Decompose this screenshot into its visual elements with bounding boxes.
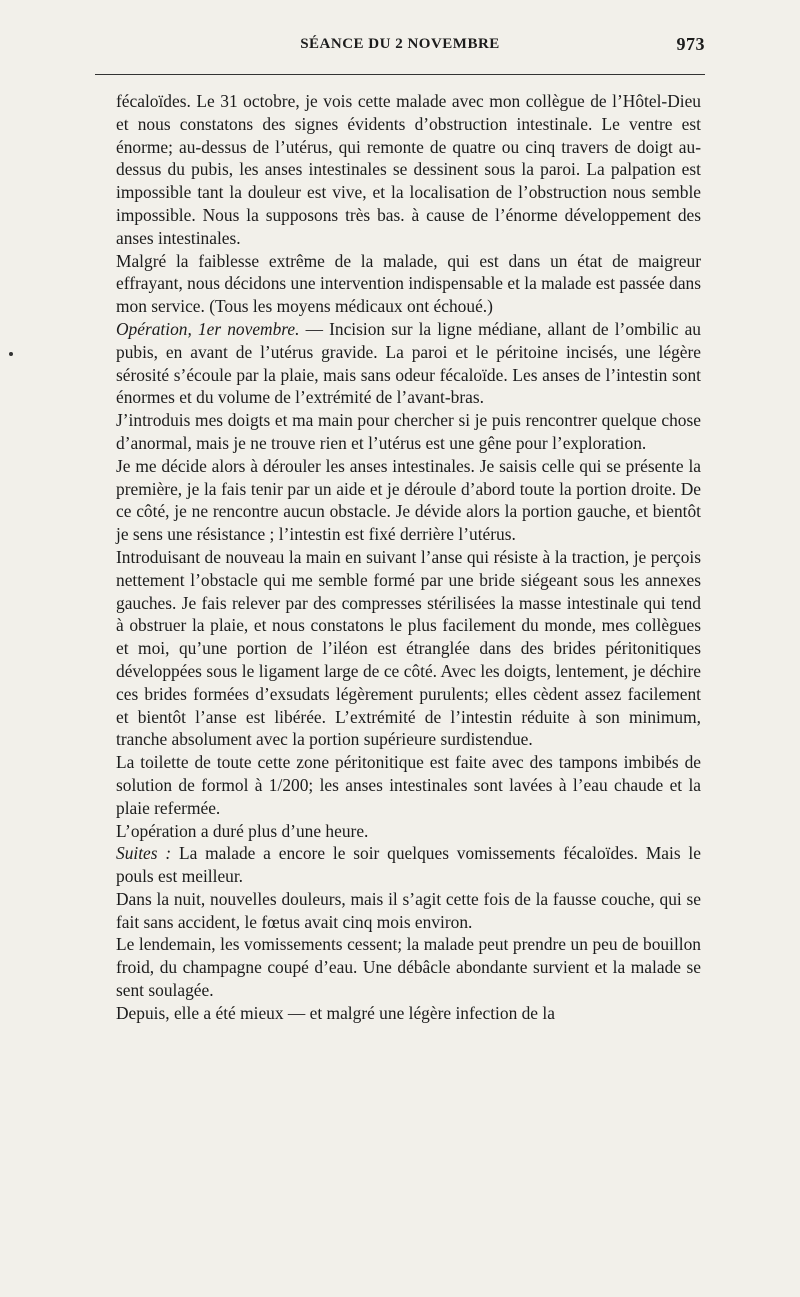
- page-number: 973: [676, 34, 705, 54]
- paragraph-4: J’introduis mes doigts et ma main pour chercher si je puis rencontrer quelque chose d’anormal, mais je ne trouve rien et l’utérus est une gêne pour l’exploration.: [116, 410, 701, 453]
- paragraph-9: Suites : La malade a encore le soir quelques vomissements fécaloïdes. Mais le pouls est meilleur.: [116, 843, 701, 887]
- header-rule: [95, 74, 705, 75]
- paragraph-lead: Opération, 1er novembre.: [116, 318, 300, 339]
- body-text: [116, 90, 701, 1025]
- paragraph-2: Malgré la faiblesse extrême de la malade, qui est dans un état de maigreur effrayant, nous décidons une intervention indispensable et la malade est passée dans mon service. (Tous les moyens médicaux ont échoué.): [116, 250, 701, 317]
- margin-mark: [9, 352, 13, 356]
- paragraph-lead: Suites :: [116, 843, 172, 864]
- paragraph-5: Je me décide alors à dérouler les anses intestinales. Je saisis celle qui se présente la première, je la fais tenir par un aide et je déroule d’abord toute la portion droite. De ce côté, je ne rencontre aucun obstacle. Je dévide alors la portion gauche, et bientôt je sens une résistance ; l’intestin est fixé derrière l’utérus.: [116, 455, 701, 545]
- paragraph-3: Opération, 1er novembre. — Incision sur la ligne médiane, allant de l’ombilic au pubis, en avant de l’utérus gravide. La paroi et le péritoine incisés, une légère sérosité s’écoule par la plaie, mais sans odeur fécaloïde. Les anses de l’intestin sont énormes et du volume de l’extrémité de l’avant-bras.: [116, 318, 701, 408]
- paragraph-6: Introduisant de nouveau la main en suivant l’anse qui résiste à la traction, je perçois nettement l’obstacle qui me semble formé par une bride siégeant sous les annexes gauches. Je fais relever par des compresses stérilisées la masse intestinale qui tend à obstruer la plaie, et nous constatons le plus facilement du monde, mes collègues et moi, qu’une portion de l’iléon est étranglée dans des brides péritonitiques développées sous le ligament large de ce côté. Avec les doigts, lentement, je déchire ces brides formées d’exsudats légèrement purulents; elles cèdent assez facilement et bientôt l’anse est libérée. L’extrémité de l’intestin réduite à son minimum, tranche absolument avec la portion supérieure surdistendue.: [116, 546, 701, 750]
- paragraph-10: Dans la nuit, nouvelles douleurs, mais il s’agit cette fois de la fausse couche, qui se fait sans accident, le fœtus avait cinq mois environ.: [116, 888, 701, 932]
- paragraph-12: Depuis, elle a été mieux — et malgré une légère infection de la: [116, 1002, 555, 1023]
- paragraph-1: fécaloïdes. Le 31 octobre, je vois cette malade avec mon collègue de l’Hôtel-Dieu et nous constatons des signes évidents d’obstruction intestinale. Le ventre est énorme; au-dessus de l’utérus, qui remonte de quatre ou cinq travers de doigt au-dessus du pubis, les anses intestinales se dessinent sous la paroi. La palpation est impossible tant la douleur est vive, et la localisation de l’obstruction nous semble impossible. Nous la supposons très bas. à cause de l’énorme développement des anses intestinales.: [116, 91, 701, 248]
- paragraph-7: La toilette de toute cette zone péritonitique est faite avec des tampons imbibés de solution de formol à 1/200; les anses intestinales sont lavées à l’eau chaude et la plaie refermée.: [116, 752, 701, 818]
- page-header: [95, 32, 705, 62]
- paragraph-8: L’opération a duré plus d’une heure.: [116, 820, 369, 841]
- paragraph-11: Le lendemain, les vomissements cessent; la malade peut prendre un peu de bouillon froid, du champagne coupé d’eau. Une débâcle abondante survient et la malade se sent soulagée.: [116, 934, 701, 1001]
- running-title: SÉANCE DU 2 NOVEMBRE: [300, 36, 500, 52]
